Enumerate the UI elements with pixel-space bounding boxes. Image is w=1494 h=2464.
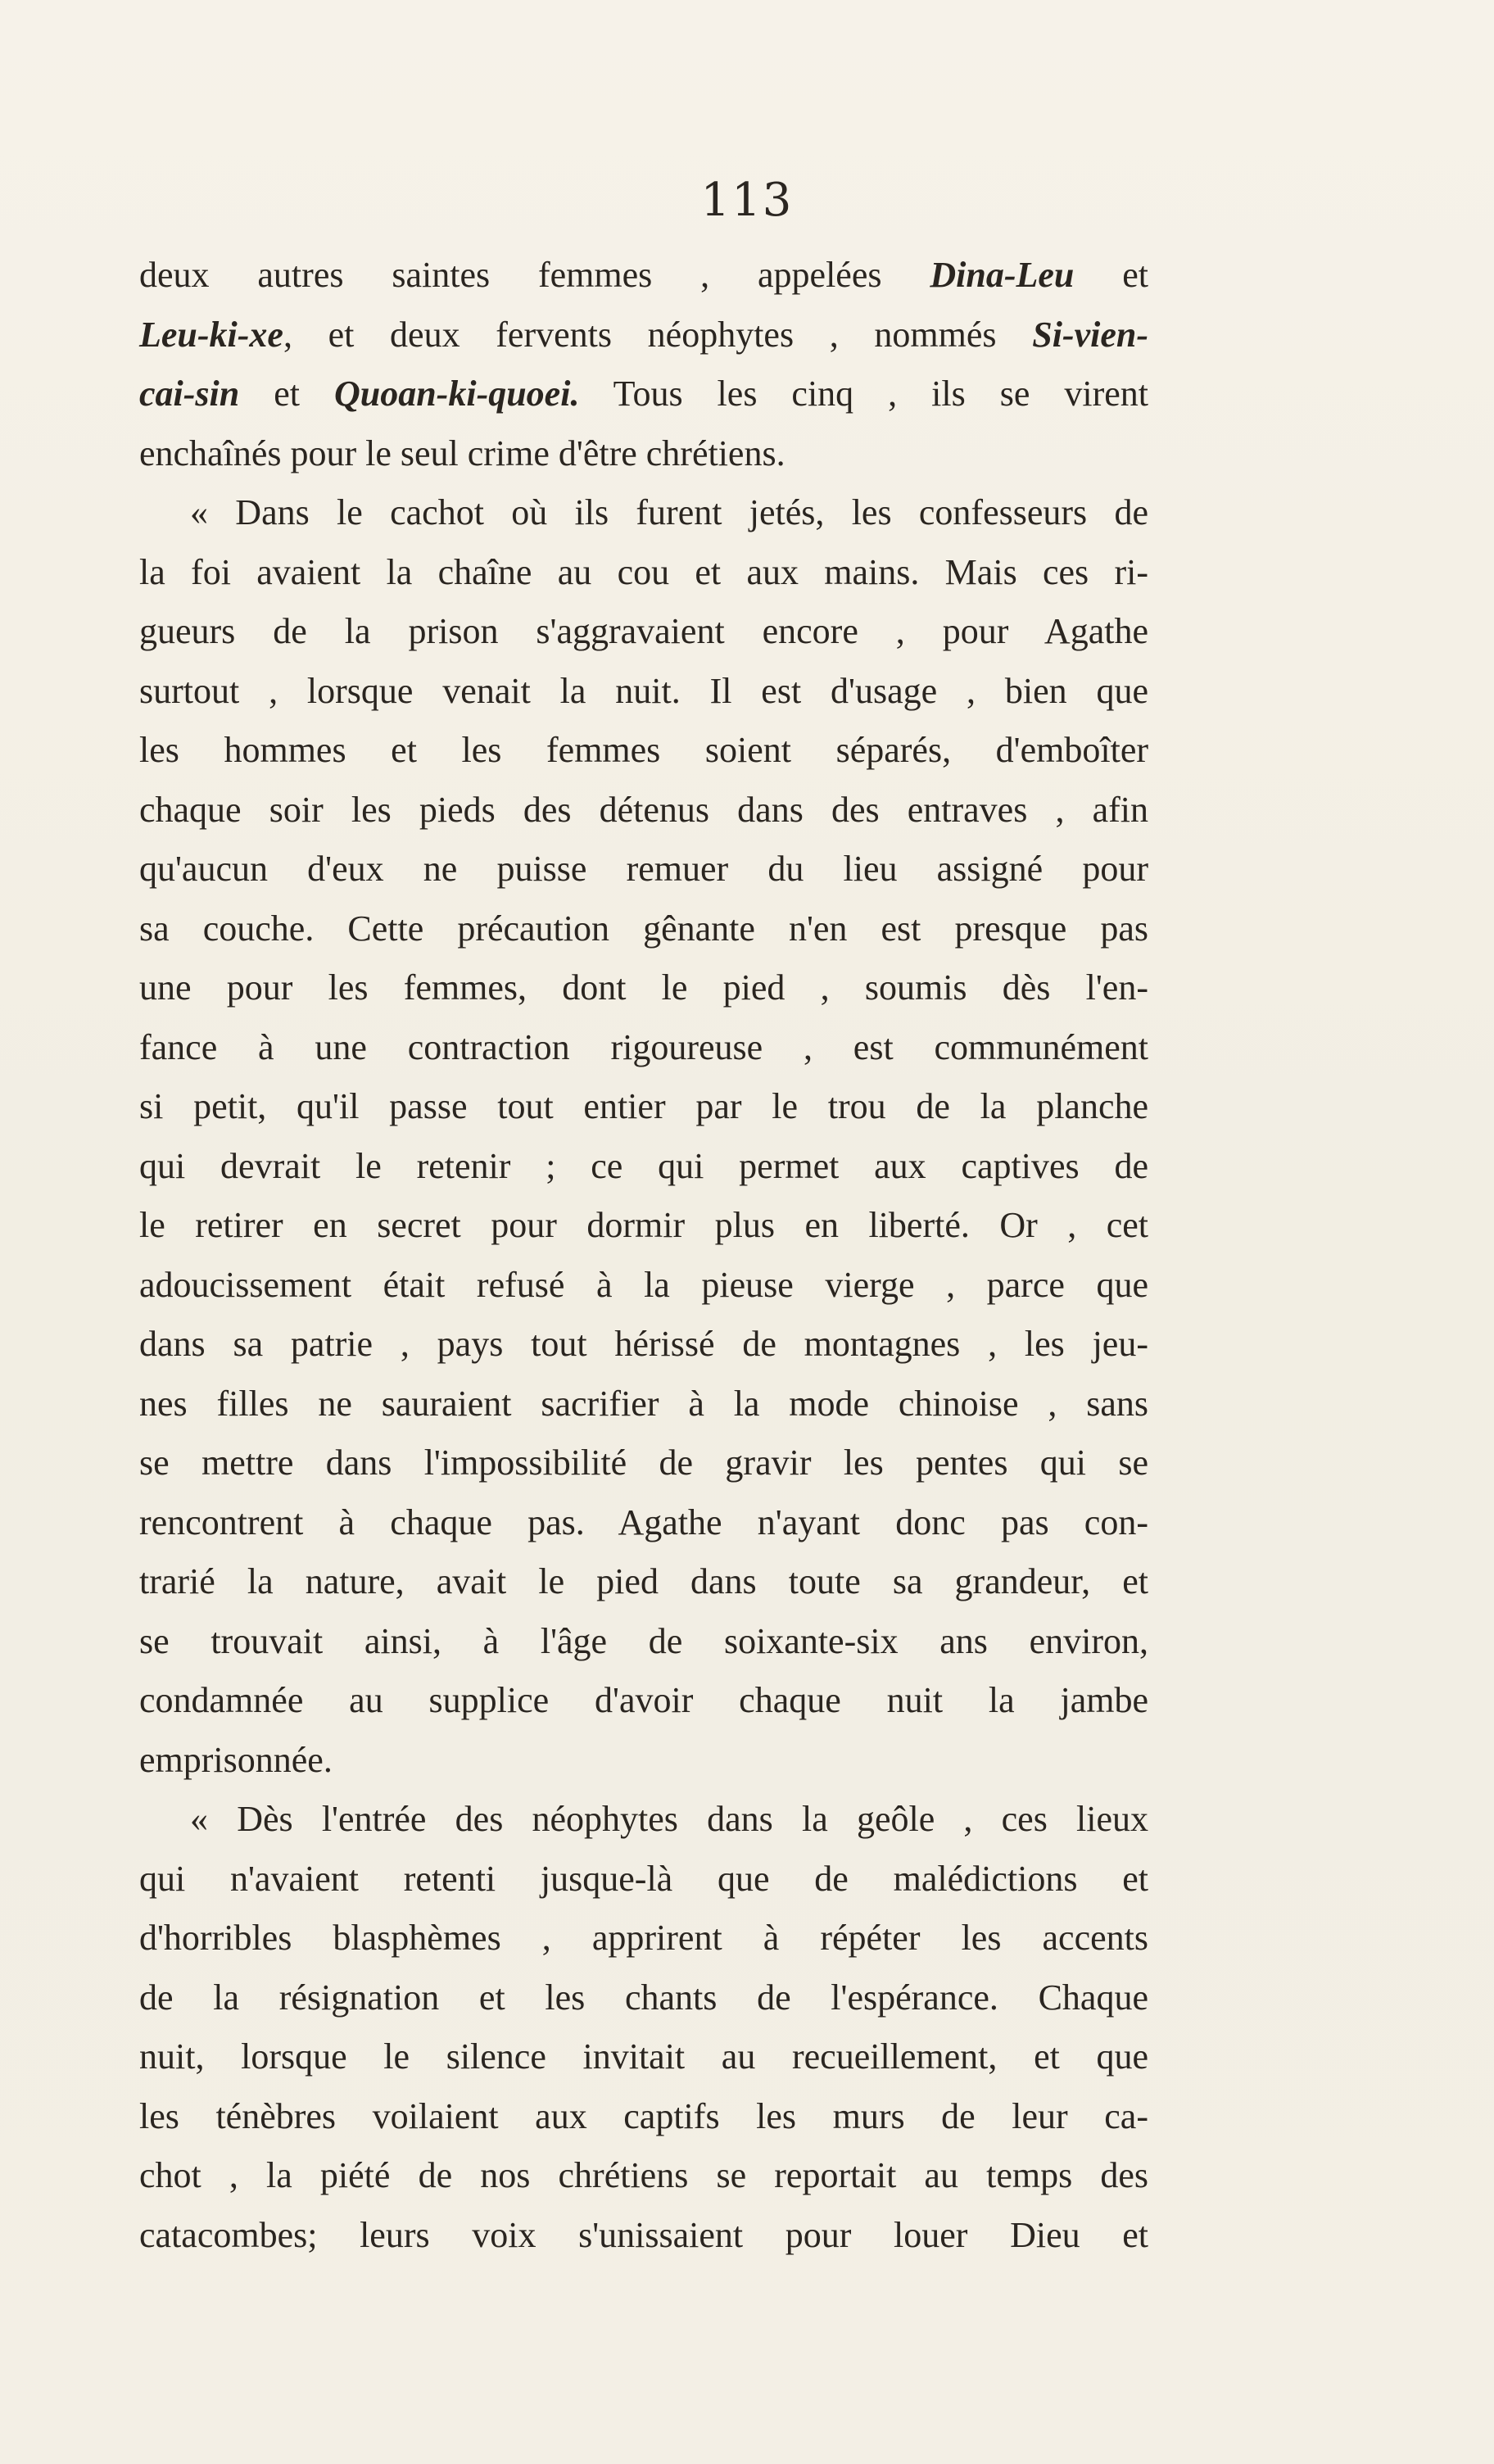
text-line: nes filles ne sauraient sacrifier à la mode chinoise , sans	[139, 1383, 1148, 1424]
text-line: surtout , lorsque venait la nuit. Il est d'usage , bien que	[139, 670, 1148, 711]
text-line: Leu-ki-xe, et deux fervents néophytes , nommés Si-vien-	[139, 314, 1148, 355]
text-line: chaque soir les pieds des détenus dans des entraves , afin	[139, 789, 1148, 830]
text-line: adoucissement était refusé à la pieuse vierge , parce que	[139, 1264, 1148, 1305]
text-line: une pour les femmes, dont le pied , soumis dès l'en-	[139, 967, 1148, 1008]
text-line: rencontrent à chaque pas. Agathe n'ayant donc pas con-	[139, 1502, 1148, 1542]
text-line: emprisonnée.	[139, 1739, 333, 1780]
text-line: la foi avaient la chaîne au cou et aux mains. Mais ces ri-	[139, 551, 1148, 592]
text-line: si petit, qu'il passe tout entier par le trou de la planche	[139, 1086, 1148, 1126]
proper-name: cai-sin	[139, 374, 240, 414]
text-line: d'horribles blasphèmes , apprirent à répéter les accents	[139, 1918, 1148, 1958]
text-line: de la résignation et les chants de l'espérance. Chaque	[139, 1977, 1148, 2018]
text-line: sa couche. Cette précaution gênante n'en est presque pas	[139, 908, 1148, 949]
body-text	[139, 246, 1148, 2265]
proper-name: Si-vien-	[1032, 314, 1148, 355]
text-line: les hommes et les femmes soient séparés, d'emboîter	[139, 730, 1148, 770]
text-line: enchaînés pour le seul crime d'être chrétiens.	[139, 433, 785, 473]
text-line: condamnée au supplice d'avoir chaque nuit la jambe	[139, 1680, 1148, 1720]
text-line: nuit, lorsque le silence invitait au recueillement, et que	[139, 2036, 1148, 2077]
text-line: se mettre dans l'impossibilité de gravir les pentes qui se	[139, 1443, 1148, 1483]
text-line: chot , la piété de nos chrétiens se reportait au temps des	[139, 2155, 1148, 2195]
text-line: cai-sin et Quoan-ki-quoei. Tous les cinq , ils se virent	[139, 374, 1148, 414]
text-line: gueurs de la prison s'aggravaient encore , pour Agathe	[139, 611, 1148, 651]
text-line: qui n'avaient retenti jusque-là que de malédictions et	[139, 1858, 1148, 1899]
text-line: les ténèbres voilaient aux captifs les murs de leur ca-	[139, 2095, 1148, 2136]
text-line: qui devrait le retenir ; ce qui permet aux captives de	[139, 1145, 1148, 1186]
text-line: catacombes; leurs voix s'unissaient pour louer Dieu et	[139, 2214, 1148, 2255]
page-number: 113	[700, 174, 794, 227]
text-line: le retirer en secret pour dormir plus en liberté. Or , cet	[139, 1205, 1148, 1245]
text-line: fance à une contraction rigoureuse , est communément	[139, 1026, 1148, 1067]
text-line: se trouvait ainsi, à l'âge de soixante-six ans environ,	[139, 1620, 1148, 1661]
text-line: trarié la nature, avait le pied dans toute sa grandeur, et	[139, 1561, 1148, 1601]
text-line: deux autres saintes femmes , appelées Dina-Leu et	[139, 255, 1148, 295]
proper-name: Dina-Leu	[930, 255, 1075, 295]
text-line: dans sa patrie , pays tout hérissé de montagnes , les jeu-	[139, 1324, 1148, 1364]
proper-name: Quoan-ki-quoei.	[333, 374, 580, 414]
proper-name: Leu-ki-xe	[139, 314, 283, 355]
paragraph-start-line: « Dès l'entrée des néophytes dans la geôle , ces lieux	[190, 1799, 1148, 1839]
paragraph-start-line: « Dans le cachot où ils furent jetés, les confesseurs de	[190, 492, 1148, 532]
text-line: qu'aucun d'eux ne puisse remuer du lieu assigné pour	[139, 849, 1148, 889]
